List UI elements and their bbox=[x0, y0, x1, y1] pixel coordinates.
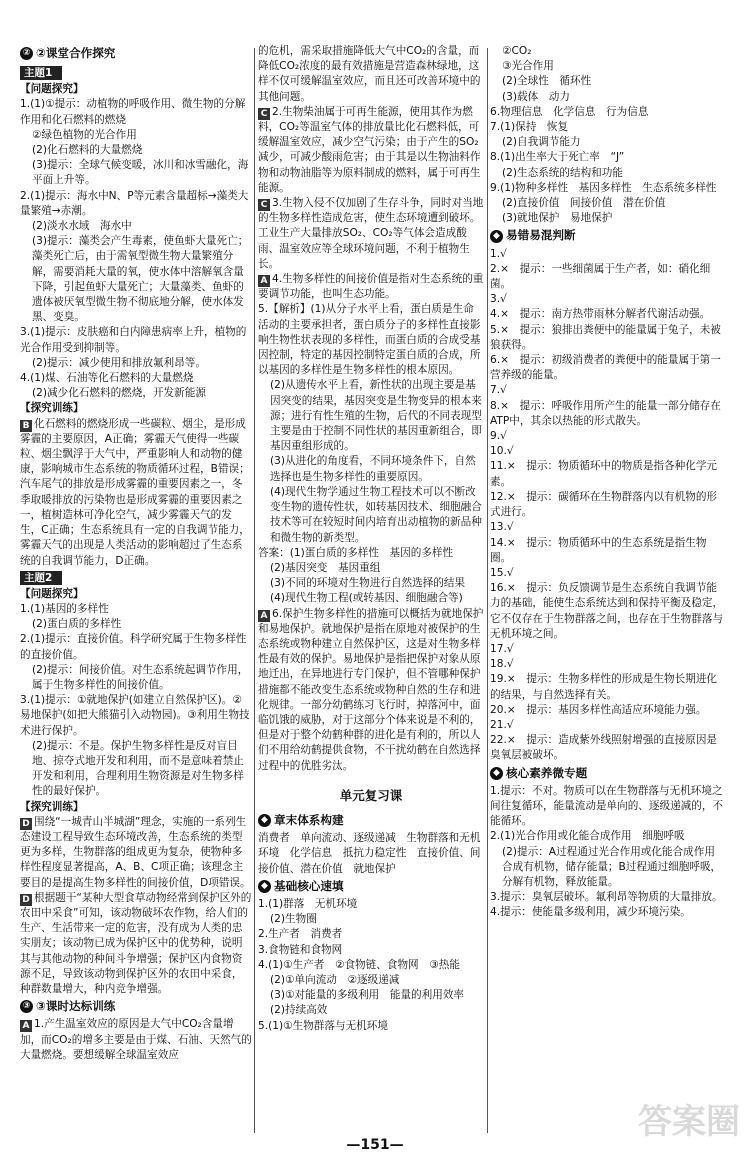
paragraph-text: 6.物理信息 化学信息 行为信息 bbox=[490, 105, 649, 118]
paragraph bbox=[490, 520, 724, 535]
column-right bbox=[490, 44, 724, 1129]
paragraph bbox=[490, 353, 724, 383]
paragraph-text: (3)①对能量的多级利用 能量的利用效率 bbox=[270, 989, 465, 1002]
paragraph-text: (2)从遗传水平上看，新性状的出现主要是基因突变的结果，基因突变是生物变异的根本来源；进行有性生殖的生物，后代的不同表现型主要是由于控制不同性状的基因重新组合，即基因重组形成的。 bbox=[270, 379, 482, 453]
paragraph-text: 8.(1)出生率大于死亡率 “J” bbox=[490, 151, 625, 164]
paragraph bbox=[258, 378, 484, 454]
paragraph-text: 1.(1)①提示：动植物的呼吸作用、微生物的分解作用和化石燃料的燃烧 bbox=[20, 98, 246, 126]
paragraph-text: 15.√ bbox=[490, 566, 514, 579]
paragraph-text: 17.√ bbox=[490, 642, 514, 655]
column-left bbox=[20, 44, 252, 1129]
paragraph bbox=[20, 663, 252, 693]
paragraph-text: 8.× 提示：呼吸作用所产生的能量一部分储存在ATP中，其余以热能的形式散失。 bbox=[490, 399, 721, 427]
paragraph-text: 21.√ bbox=[490, 718, 514, 731]
paragraph-text: 12.× 提示：碳循环在生物群落内以有机物的形式进行。 bbox=[490, 490, 718, 519]
paragraph-text: 2.× 提示：一些细菌属于生产者，如：硝化细菌。 bbox=[490, 262, 711, 291]
paragraph-text: 9.(1)物种多样性 基因多样性 生态系统多样性 bbox=[490, 181, 717, 194]
paragraph-text: 3.食物链和食物网 bbox=[258, 943, 343, 956]
paragraph-text: (3)提示：全球气候变暖，冰川和冰雪融化，海平面上升等。 bbox=[32, 159, 249, 187]
paragraph-text: 4.提示：使能量多级利用，减少环境污染。 bbox=[490, 906, 691, 919]
section-icon: ② bbox=[20, 47, 33, 60]
paragraph-text: 13.√ bbox=[490, 521, 514, 534]
paragraph bbox=[258, 44, 484, 105]
paragraph-text: 1.(1)基因的多样性 bbox=[20, 602, 109, 615]
paragraph bbox=[490, 733, 724, 763]
section-heading bbox=[20, 46, 252, 61]
paragraph bbox=[490, 703, 724, 718]
paragraph-text: (3)从进化的角度看，不同环境条件下，自然选择也是生物多样性的重要原因。 bbox=[270, 455, 476, 483]
paragraph bbox=[258, 988, 484, 1003]
paragraph-text: 1.产生温室效应的原因是大气中CO₂含量增加，而CO₂的增多主要是由于煤、石油、天然气的大量燃烧。要想缓解全球温室效应 bbox=[20, 1018, 252, 1061]
paragraph bbox=[258, 302, 484, 378]
paragraph-text: 1.√ bbox=[490, 247, 507, 260]
paragraph bbox=[258, 973, 484, 988]
paragraph-text: (2)提示：减少使用和排放氟利昂等。 bbox=[32, 356, 206, 369]
paragraph bbox=[258, 607, 484, 774]
paragraph bbox=[258, 943, 484, 958]
paragraph bbox=[20, 815, 252, 891]
paragraph-text: (2)提示：A过程通过光合作用或化能合成作用合成有机物，储存能量；B过程通过细胞呼吸，分解有机物，释放能量。 bbox=[502, 845, 722, 888]
paragraph-text: (2)自我调节能力 bbox=[502, 136, 581, 149]
paragraph bbox=[490, 323, 724, 353]
theme-row bbox=[20, 64, 252, 82]
paragraph-text: (2)减少化石燃料的燃烧，开发新能源 bbox=[32, 387, 206, 400]
paragraph bbox=[490, 566, 724, 581]
paragraph bbox=[258, 485, 484, 546]
paragraph-text: (2)提示：间接价值。对生态系统起调节作用，属于生物多样性的间接价值。 bbox=[32, 663, 249, 691]
paragraph-text: 18.√ bbox=[490, 658, 514, 671]
section-heading bbox=[258, 879, 484, 894]
subheading: 【问题探究】 bbox=[20, 587, 84, 600]
answer-choice-badge: C bbox=[258, 199, 270, 211]
paragraph bbox=[258, 591, 484, 606]
paragraph bbox=[490, 642, 724, 657]
paragraph bbox=[258, 1019, 484, 1034]
section-heading bbox=[490, 228, 724, 243]
paragraph bbox=[20, 219, 252, 234]
paragraph bbox=[258, 912, 484, 927]
section-icon: ③ bbox=[20, 1000, 33, 1013]
paragraph bbox=[258, 897, 484, 912]
column-middle bbox=[258, 44, 484, 1129]
paragraph-text: 3.(1)提示：皮肤癌和白内障患病率上升，植物的光合作用受到抑制等。 bbox=[20, 326, 247, 354]
section-heading bbox=[490, 766, 724, 781]
unit-title: 单元复习课 bbox=[339, 787, 403, 803]
paragraph-text: (2)淡水水域 海水中 bbox=[32, 220, 132, 233]
paragraph-text: 2.(1)提示：直接价值。科学研究属于生物多样性的直接价值。 bbox=[20, 633, 247, 661]
paragraph-text: (2)持续高效 bbox=[270, 1004, 328, 1017]
paragraph-text: 1.提示：不对。物质可以在生物群落与无机环境之间往复循环，能量流动是单向的、逐级递减的，不能循环。 bbox=[490, 784, 724, 828]
column-divider bbox=[487, 48, 488, 1133]
section-title: ②课堂合作探究 bbox=[36, 46, 116, 60]
paragraph bbox=[490, 74, 724, 89]
paragraph bbox=[20, 234, 252, 325]
paragraph-text: 19.× 提示：生物多样性的形成是生物长期进化的结果，与自然选择有关。 bbox=[490, 673, 718, 701]
paragraph bbox=[20, 97, 252, 127]
answer-choice-badge: B bbox=[20, 420, 32, 432]
paragraph bbox=[490, 444, 724, 459]
section-title: 基础核心速填 bbox=[274, 878, 344, 893]
paragraph-text: (2)生物圈 bbox=[270, 913, 317, 926]
paragraph-text: 2.生产者 消费者 bbox=[258, 928, 343, 941]
section-icon: ◆ bbox=[258, 880, 271, 893]
paragraph-text: 消费者 单向流动、逐级递减 生物群落和无机环境 化学信息 抵抗力稳定性 直接价值、间接价值、潜在价值 就地保护 bbox=[258, 832, 481, 875]
subheading: 【探究训练】 bbox=[20, 402, 84, 415]
paragraph-text: (2)直接价值 间接价值 潜在价值 bbox=[502, 197, 666, 210]
paragraph bbox=[490, 657, 724, 672]
paragraph bbox=[20, 128, 252, 143]
theme-label: 主题2 bbox=[20, 571, 62, 585]
paragraph-text: 20.× 提示：基因多样性高适应环境能力强。 bbox=[490, 703, 707, 716]
section-icon: ◆ bbox=[490, 230, 503, 243]
paragraph-text: (2)全球性 循环性 bbox=[502, 75, 592, 88]
paragraph bbox=[490, 196, 724, 211]
paragraph-text: 9.√ bbox=[490, 430, 507, 443]
paragraph-text: (2)基因突变 基因重组 bbox=[270, 561, 381, 574]
paragraph bbox=[490, 399, 724, 429]
section-title: 易错易混判断 bbox=[506, 228, 576, 243]
paragraph-text: (3)就地保护 易地保护 bbox=[502, 212, 613, 225]
paragraph-text: 4.(1)①生产者 ②食物链、食物网 ③热能 bbox=[258, 958, 460, 971]
section-title: 核心素养微专题 bbox=[506, 765, 588, 780]
paragraph-text: 7.(1)保持 恢复 bbox=[490, 121, 569, 134]
paragraph bbox=[490, 120, 724, 135]
paragraph bbox=[20, 739, 252, 800]
paragraph bbox=[490, 292, 724, 307]
paragraph bbox=[490, 672, 724, 702]
paragraph-text: 5.【解析】(1)从分子水平上看，蛋白质是生命活动的主要承担者，蛋白质分子的多样性直接影响生物性状表现的多样性，而蛋白质的合成受基因控制，特定的基因控制特定蛋白质的合成，所以基因的多样性是生物多样性的根本原因。 bbox=[258, 303, 481, 377]
paragraph-text: (4)现代生物学通过生物工程技术可以不断改变生物的遗传性状，如转基因技术、细胞融合技术等可在较短时间内培育出动植物的新品种和微生物的新类型。 bbox=[270, 485, 482, 544]
paragraph bbox=[490, 90, 724, 105]
paragraph bbox=[490, 307, 724, 322]
paragraph bbox=[490, 211, 724, 226]
paragraph-text: 2.(1)光合作用或化能合成作用 细胞呼吸 bbox=[490, 830, 685, 843]
answer-choice-badge: D bbox=[20, 894, 32, 906]
paragraph bbox=[490, 429, 724, 444]
paragraph bbox=[20, 602, 252, 617]
paragraph-text: 围绕“一城青山半城湖”理念，实施的一系列生态建设工程导致生态环境改善，生态系统的类型更为多样，生物群落的组成更为复杂，使物种多样性程度显著提高，A、B、C项正确；该理念主要目的是提高生物多样性的间接价值，D项错误。 bbox=[20, 815, 251, 889]
paragraph-text: 11.× 提示：物质循环中的物质是指各种化学元素。 bbox=[490, 460, 718, 488]
paragraph-text: ③光合作用 bbox=[502, 60, 554, 73]
paragraph bbox=[258, 546, 484, 561]
paragraph-text: 3.提示：臭氧层破坏。氟利昂等物质的大量排放。 bbox=[490, 891, 723, 904]
paragraph bbox=[258, 1003, 484, 1018]
paragraph-text: (2)蛋白质的多样性 bbox=[32, 618, 122, 631]
paragraph-text: (4)现代生物工程(或转基因、细胞融合等) bbox=[270, 592, 463, 605]
paragraph bbox=[20, 632, 252, 662]
section-heading bbox=[20, 999, 252, 1014]
answer-choice-badge: A bbox=[20, 1020, 32, 1032]
paragraph bbox=[20, 371, 252, 386]
paragraph bbox=[490, 718, 724, 733]
paragraph bbox=[20, 356, 252, 371]
paragraph-text: 14.× 提示：物质循环中的生态系统是指生物圈。 bbox=[490, 536, 707, 564]
paragraph bbox=[258, 927, 484, 942]
paragraph bbox=[258, 576, 484, 591]
paragraph-text: 4.(1)煤、石油等化石燃料的大量燃烧 bbox=[20, 372, 194, 385]
section-title: 章末体系构建 bbox=[274, 812, 344, 827]
paragraph bbox=[490, 784, 724, 830]
paragraph-text: 根据题干“某种大型食草动物经常到保护区外的农田中采食”可知，该动物破坏农作物，给人们的生产、生活带来一定的危害，没有成为人类的忠实朋友；该动物已成为保护区中的优势种，说明其与其他动物的种间斗争增强；保护区内食物资源不足，导致该动物到保护区外的农田中采食，种群数量增大，种内竞争增强。 bbox=[20, 891, 252, 995]
paragraph-text: 16.× 提示：负反馈调节是生态系统自我调节能力的基础，能使生态系统达到和保持平衡及稳定，它不仅存在于生物群落之间，也存在于生物群落与无机环境之间。 bbox=[490, 582, 724, 640]
paragraph-text: (2)化石燃料的大量燃烧 bbox=[32, 144, 143, 157]
page-number: —151— bbox=[346, 1137, 404, 1153]
paragraph-text: 3.(1)提示：①就地保护(如建立自然保护区)。②易地保护(如把大熊猫引入动物园)。③利用生物技术进行保护。 bbox=[20, 694, 250, 737]
paragraph-text: 4.生物多样性的间接价值是指对生态系统的重要调节功能，也叫生态功能。 bbox=[258, 273, 484, 301]
paragraph-text: 7.√ bbox=[490, 384, 507, 397]
paragraph-text: 10.√ bbox=[490, 445, 514, 458]
paragraph bbox=[20, 693, 252, 739]
paragraph bbox=[20, 189, 252, 219]
paragraph bbox=[490, 383, 724, 398]
paragraph bbox=[490, 905, 724, 920]
paragraph bbox=[20, 325, 252, 355]
paragraph bbox=[258, 454, 484, 484]
paragraph-text: 1.(1)群落 无机环境 bbox=[258, 897, 358, 910]
paragraph bbox=[490, 262, 724, 292]
paragraph bbox=[20, 158, 252, 188]
paragraph-text: 5.(1)①生物群落与无机环境 bbox=[258, 1019, 388, 1032]
answer-choice-badge: D bbox=[20, 818, 32, 830]
paragraph bbox=[258, 831, 484, 877]
column-divider bbox=[254, 48, 255, 1133]
answer-choice-badge: C bbox=[258, 108, 270, 120]
paragraph bbox=[490, 459, 724, 489]
paragraph bbox=[490, 105, 724, 120]
paragraph-text: ②绿色植物的光合作用 bbox=[32, 128, 137, 141]
paragraph bbox=[490, 44, 724, 59]
paragraph-text: 3.√ bbox=[490, 293, 507, 306]
paragraph-text: ②CO₂ bbox=[502, 45, 532, 57]
section-heading bbox=[258, 813, 484, 828]
paragraph-text: 2.(1)提示：海水中N、P等元素含量超标→藻类大量繁殖→赤潮。 bbox=[20, 189, 249, 217]
paragraph-text: 答案：(1)蛋白质的多样性 基因的多样性 bbox=[258, 546, 454, 559]
paragraph bbox=[490, 845, 724, 891]
paragraph bbox=[490, 581, 724, 642]
subheading: 【问题探究】 bbox=[20, 83, 84, 96]
paragraph bbox=[20, 417, 252, 569]
paragraph bbox=[490, 490, 724, 520]
paragraph bbox=[258, 561, 484, 576]
paragraph-text: (3)载体 动力 bbox=[502, 90, 570, 103]
theme-row bbox=[20, 569, 252, 587]
watermark-logo: 答案圈 bbox=[638, 1102, 740, 1142]
paragraph-text: (2)①单向流动 ②逐级递减 bbox=[270, 973, 400, 986]
paragraph-text: 化石燃料的燃烧形成一些碳粒、烟尘，是形成雾霾的主要原因，A正确；雾霾天气使得一些碳粒、烟尘飘浮于大气中，严重影响人和动物的健康，影响城市生态系统的物质循环过程，B错误；汽车尾气的排放是形成雾霾的重要因素之一，冬季取暖排放的污染物也是形成雾霾的重要因素之一，植树造林可净化空气，减少雾霾天气的发生，C正确；生态系统具有一定的自我调节能力，雾霾天气的出现是人类活动的影响超过了生态系统的自我调节能力，D正确。 bbox=[20, 417, 250, 567]
paragraph bbox=[258, 196, 484, 272]
subheading: 【探究训练】 bbox=[20, 800, 84, 813]
paragraph-text: 5.× 提示：狼排出粪便中的能量属于兔子，未被狼获得。 bbox=[490, 323, 721, 351]
answer-choice-badge: A bbox=[258, 610, 270, 622]
paragraph-text: (2)提示：不是。保护生物多样性是反对盲目地、掠夺式地开发和利用，而不是意味着禁止开发和利用，合理利用生物资源是对生物多样性的最好保护。 bbox=[32, 739, 244, 798]
paragraph-text: 6.× 提示：初级消费者的粪便中的能量属于第一营养级的能量。 bbox=[490, 354, 721, 382]
paragraph bbox=[490, 150, 724, 165]
paragraph bbox=[490, 890, 724, 905]
paragraph-text: (2)生态系统的结构和功能 bbox=[502, 166, 623, 179]
paragraph bbox=[20, 891, 252, 997]
paragraph bbox=[258, 272, 484, 302]
paragraph-text: 6.保护生物多样性的措施可以概括为就地保护和易地保护。就地保护是指在原地对被保护的生态系统或物种建立自然保护区，这是对生物多样性最有效的保护。易地保护是指把保护对象从原地迁出，在异地进行专门保护，但不管哪种保护措施都不能改变生态系统或物种自然的生存和进化规律。一部分幼鹤练习飞行时，掉落河中，面临饥饿的威胁，对于这部分个体来说是不利的，但是对于整个幼鹤种群的进化是有利的，所以人们不用给幼鹤提供食物，不干扰幼鹤在自然选择过程中的优胜劣汰。 bbox=[258, 607, 484, 772]
section-icon: ◆ bbox=[258, 814, 271, 827]
paragraph-text: 的危机，需采取措施降低大气中CO₂的含量，而降低CO₂浓度的最有效措施是营造森林绿地，这样不仅可缓解温室效应，而且还可改善环境中的其他问题。 bbox=[258, 45, 481, 103]
paragraph bbox=[20, 1017, 252, 1063]
paragraph-text: 2.生物柴油属于可再生能源，使用其作为燃料，CO₂等温室气体的排放量比化石燃料低，可缓解温室效应，减少空气污染；由于产生的SO₂减少，可减少酸雨危害；由于其是以生物油料作物和动物油脂等为原料制成的燃料，属于可再生能源。 bbox=[258, 105, 481, 194]
paragraph-text: (3)提示：藻类会产生毒素，使鱼虾大量死亡；藻类死亡后，由于需氧型微生物大量繁殖分解，需要消耗大量的氧，使水体中溶解氧含量下降，引起鱼虾大量死亡；大量藻类、鱼虾的遗体被厌氧型微生物不彻底地分解，使水体发黑、变臭。 bbox=[32, 235, 249, 324]
paragraph bbox=[20, 386, 252, 401]
paragraph bbox=[20, 617, 252, 632]
theme-label: 主题1 bbox=[20, 66, 62, 80]
paragraph-text: (3)不同的环境对生物进行自然选择的结果 bbox=[270, 577, 466, 590]
section-title: ③课时达标训练 bbox=[36, 999, 116, 1014]
paragraph bbox=[490, 59, 724, 74]
paragraph bbox=[20, 143, 252, 158]
paragraph bbox=[258, 958, 484, 973]
answer-choice-badge: A bbox=[258, 275, 270, 287]
paragraph bbox=[490, 247, 724, 262]
paragraph bbox=[490, 829, 724, 844]
paragraph bbox=[258, 105, 484, 196]
paragraph-text: 4.× 提示：南方热带雨林分解者代谢活动强。 bbox=[490, 308, 711, 321]
paragraph bbox=[490, 536, 724, 566]
paragraph-text: 22.× 提示：造成紫外线照射增强的直接原因是臭氧层被破坏。 bbox=[490, 734, 718, 762]
paragraph-text: 3.生物入侵不仅加剧了生存斗争，同时对当地的生物多样性造成危害，使生态环境遭到破坏。工业生产大量排放SO₂、CO₂等气体会造成酸雨、温室效应等全球环境问题，不利于植物生长。 bbox=[258, 197, 484, 270]
paragraph bbox=[490, 181, 724, 196]
paragraph bbox=[490, 135, 724, 150]
section-icon: ◆ bbox=[490, 767, 503, 780]
paragraph bbox=[490, 166, 724, 181]
